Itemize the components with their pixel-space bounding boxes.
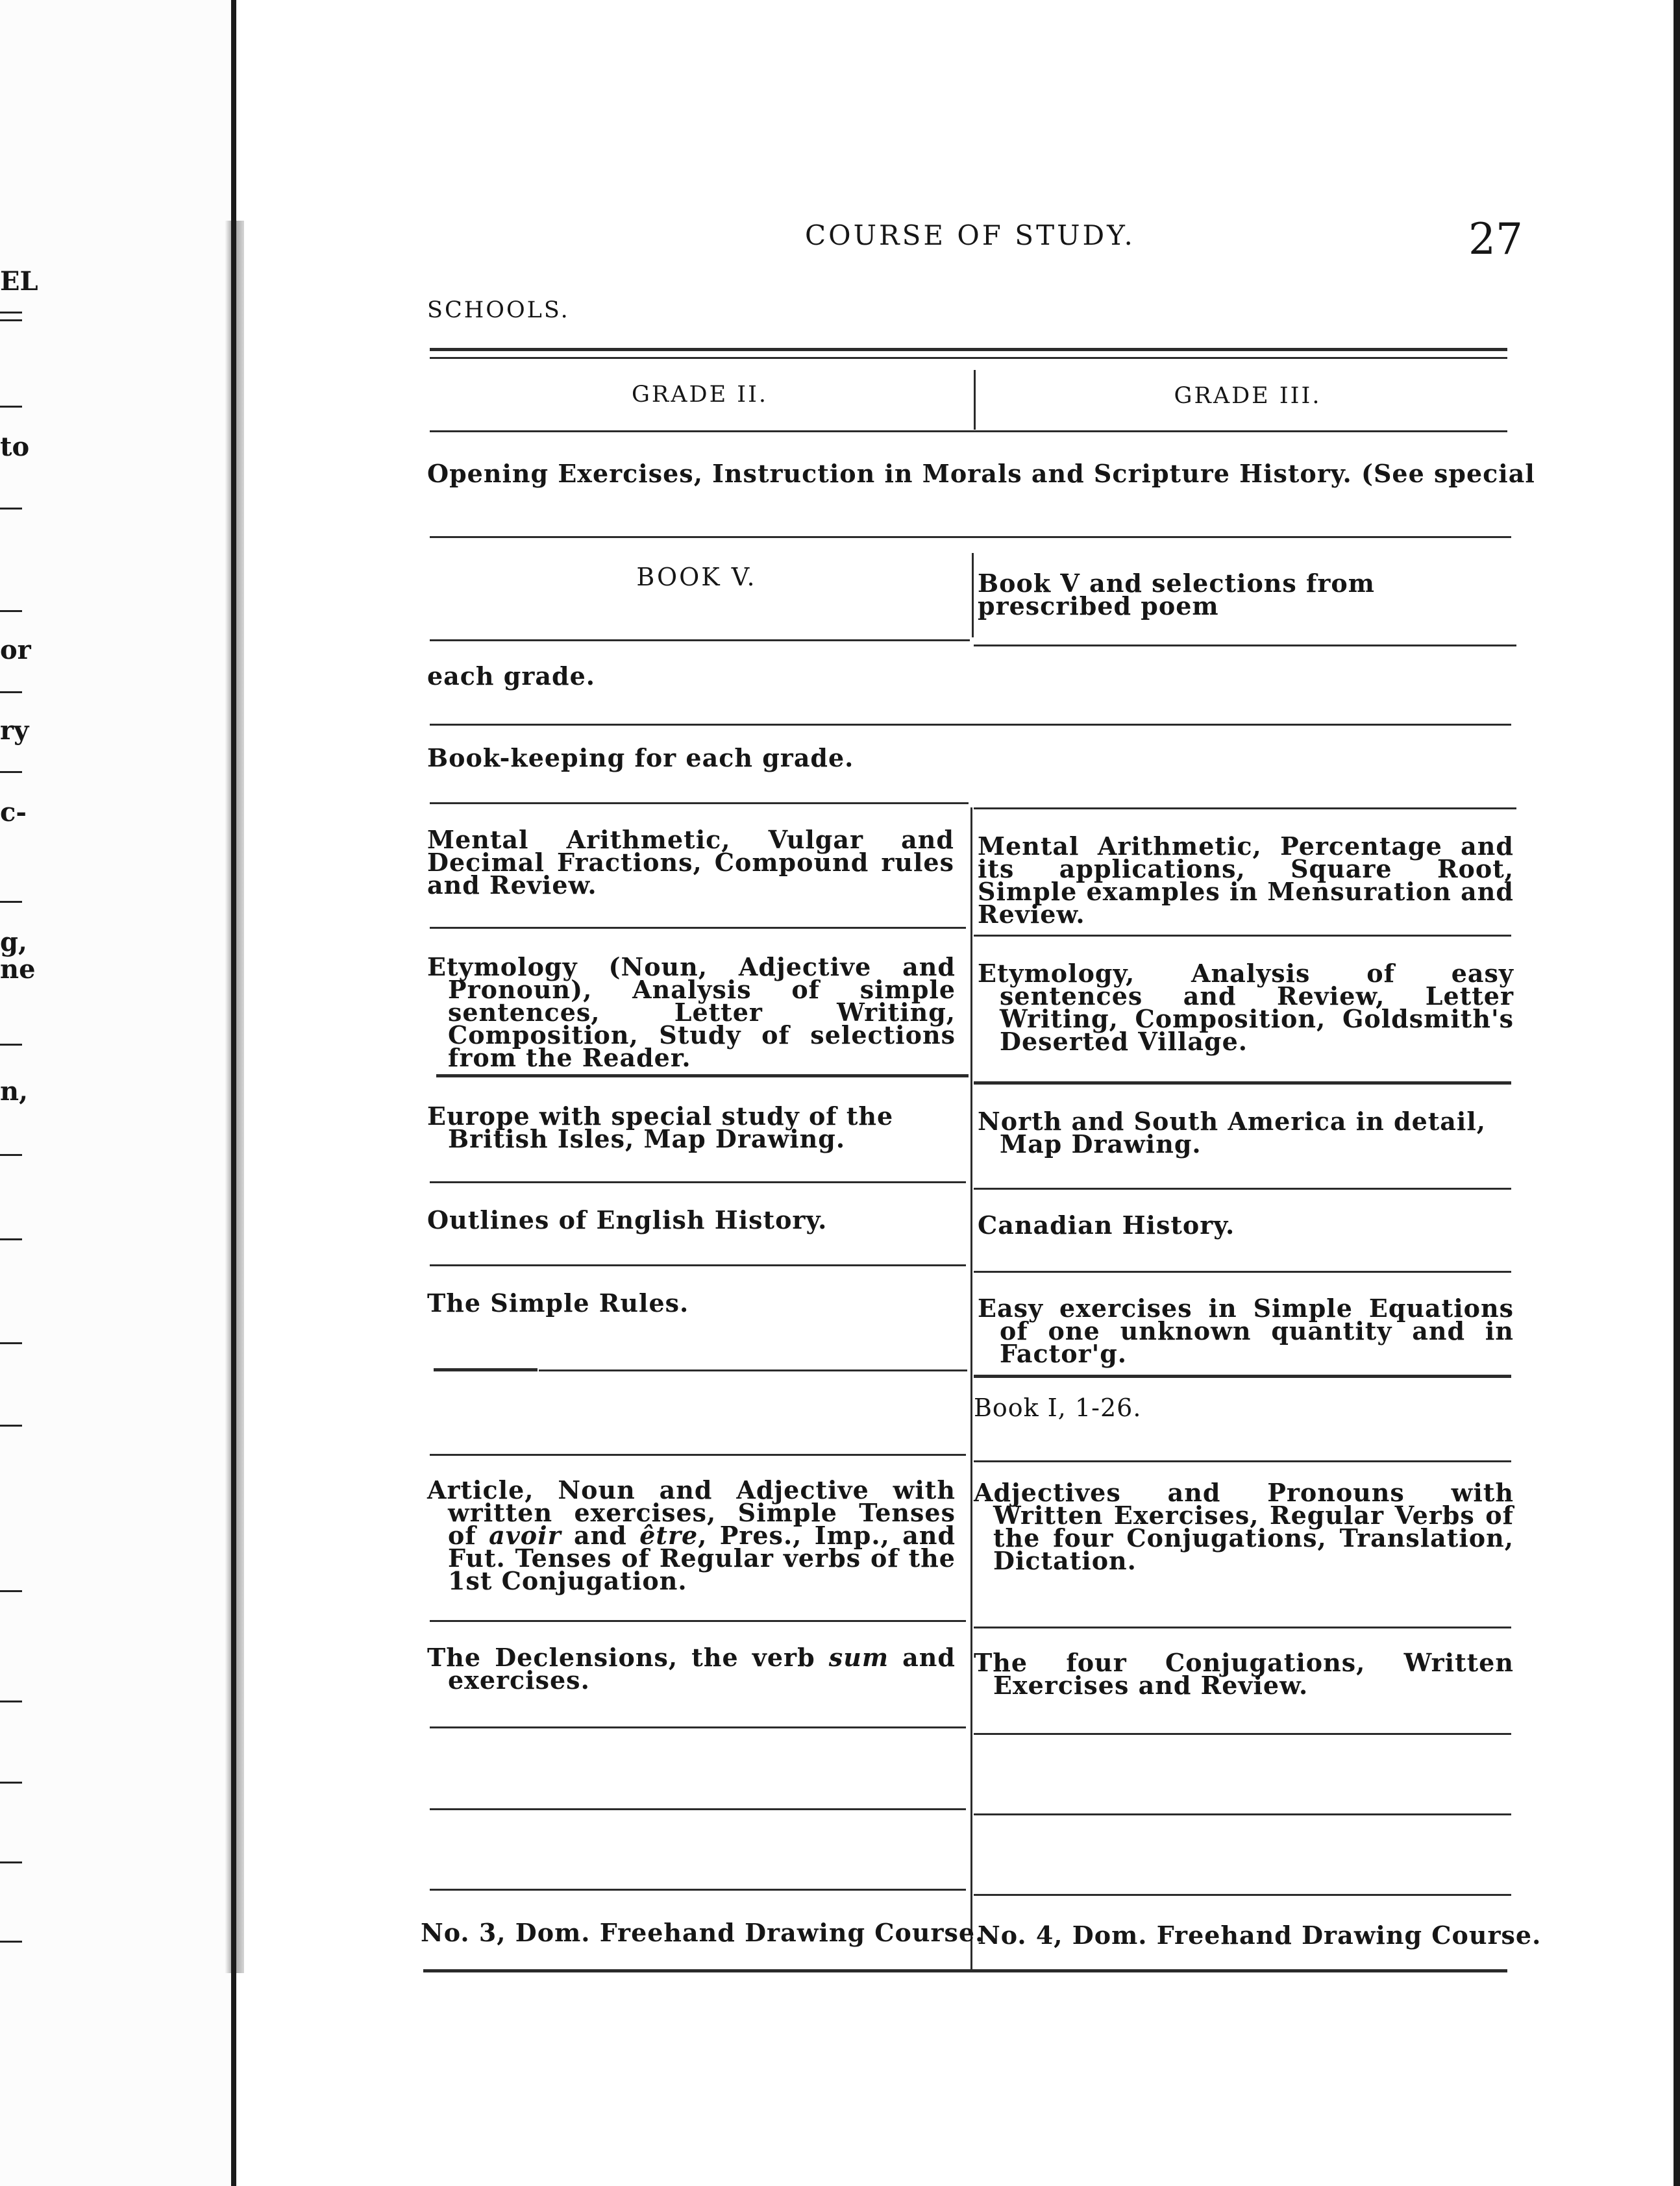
left-rule: [0, 312, 22, 313]
column-divider: [972, 553, 974, 637]
left-rule: [0, 1044, 22, 1046]
row-rule: [430, 536, 1511, 538]
grade-ii-french-avoir: avoir: [489, 1521, 562, 1550]
grade-iii-french: Adjectives and Pronouns with Written Exercises, Regular Verbs of the four Conjugations, Translation, Dictation.: [974, 1478, 1514, 1575]
row-rule: [436, 1074, 969, 1077]
left-rule: [0, 901, 22, 903]
grade-ii-latin-text: The Declensions, the verb: [427, 1643, 829, 1672]
page-title: COURSE OF STUDY.: [805, 219, 1135, 251]
left-page-edge: [0, 0, 235, 2186]
grade-ii-geography: Europe with special study of the British Isles, Map Drawing.: [427, 1101, 894, 1153]
left-fragment: ry: [0, 715, 29, 746]
row-rule: [430, 1726, 966, 1728]
row-rule: [539, 1369, 967, 1371]
grade-iii-reading: Book V and selections from prescribed poem: [978, 569, 1375, 620]
grade-ii-french-text: Article, Noun and Adjective with written exercises, Simple Tenses of: [427, 1475, 956, 1550]
left-rule: [0, 508, 22, 510]
grade-ii-french-text: and: [561, 1521, 640, 1550]
table-bottom-rule: [423, 1969, 1507, 1972]
table-top-rule: [430, 348, 1507, 351]
grade-iii-drawing: No. 4, Dom. Freehand Drawing Course.: [978, 1921, 1542, 1950]
left-rule: [0, 1590, 22, 1592]
row-rule: [430, 1454, 966, 1456]
grade-ii-algebra: The Simple Rules.: [427, 1288, 689, 1318]
grade-ii-heading: GRADE II.: [631, 382, 769, 408]
grade-iii-arithmetic: Mental Arithmetic, Percentage and its applications, Square Root, Simple examples in Mensuration and Review.: [978, 831, 1514, 929]
grade-ii-french: [427, 1475, 956, 1595]
grade-ii-french-etre: être: [639, 1521, 698, 1550]
grade-ii-history: Outlines of English History.: [427, 1205, 828, 1234]
row-rule: [430, 1808, 966, 1810]
left-rule: [0, 1238, 22, 1240]
schools-label: SCHOOLS.: [427, 297, 570, 323]
left-fragment: or: [0, 635, 31, 665]
page-number: 27: [1468, 214, 1523, 264]
left-rule: [0, 1941, 22, 1943]
grade-ii-latin-sum: sum: [828, 1643, 889, 1672]
left-rule: [0, 1782, 22, 1784]
left-rule: [0, 1154, 22, 1156]
left-rule: [0, 1701, 22, 1702]
opening-exercises: Opening Exercises, Instruction in Morals and Scripture History. (See special: [427, 459, 1535, 488]
column-divider: [970, 807, 972, 1969]
row-rule: [974, 645, 1516, 646]
grade-ii-arithmetic: Mental Arithmetic, Vulgar and Decimal Fractions, Compound rules and Review.: [427, 825, 954, 900]
left-fragment: EL: [0, 266, 38, 297]
row-rule: [974, 1894, 1511, 1896]
left-fragment: n,: [0, 1076, 29, 1107]
right-page-edge: [1674, 0, 1680, 2186]
row-rule: [974, 1460, 1511, 1462]
left-fragment: c-: [0, 797, 27, 828]
row-rule: [430, 639, 970, 641]
row-rule: [430, 802, 969, 804]
grade-ii-reading: BOOK V.: [636, 563, 757, 591]
binding-edge: [231, 0, 236, 2186]
grade-ii-grammar: Etymology (Noun, Adjective and Pronoun), Analysis of simple sentences, Letter Writing, Composition, Study of selections from the Reader.: [427, 952, 956, 1072]
column-divider: [974, 370, 976, 430]
left-rule: [0, 691, 22, 693]
row-rule: [974, 1271, 1511, 1273]
row-rule: [974, 1733, 1511, 1735]
grade-iii-latin: The four Conjugations, Written Exercises and Review.: [974, 1648, 1514, 1700]
grade-iii-geography: North and South America in detail, Map Drawing.: [978, 1107, 1487, 1159]
row-rule: [974, 935, 1511, 937]
grade-iii-grammar: Etymology, Analysis of easy sentences and Review, Letter Writing, Composition, Goldsmith's Deserted Village.: [978, 959, 1514, 1056]
each-grade-note: each grade.: [427, 661, 595, 691]
left-rule: [0, 1861, 22, 1863]
table-top-rule: [430, 357, 1507, 359]
left-fragment: g,: [0, 927, 27, 957]
grade-iii-history: Canadian History.: [978, 1210, 1235, 1240]
row-rule: [430, 430, 1507, 432]
row-rule: [430, 1181, 966, 1183]
row-rule: [430, 1264, 966, 1266]
grade-iii-euclid: Book I, 1-26.: [974, 1394, 1142, 1422]
row-rule: [974, 1627, 1511, 1628]
row-rule: [974, 1188, 1511, 1190]
grade-iii-heading: GRADE III.: [1174, 383, 1322, 409]
row-rule: [430, 1620, 966, 1622]
row-rule: [974, 1375, 1511, 1378]
bookkeeping: Book-keeping for each grade.: [427, 743, 854, 772]
row-rule: [974, 807, 1516, 809]
grade-ii-french-text: , Pres., Imp., and Fut. Tenses of Regular verbs of the 1st Conjugation.: [448, 1521, 956, 1595]
grade-ii-latin-text: and exercises.: [448, 1643, 956, 1695]
grade-ii-latin: [427, 1643, 956, 1695]
left-fragment: ne: [0, 954, 36, 985]
left-rule: [0, 1342, 22, 1344]
left-fragment: to: [0, 432, 30, 462]
row-rule: [430, 1889, 966, 1891]
row-rule: [974, 1081, 1511, 1085]
left-rule: [0, 771, 22, 773]
row-rule: [434, 1368, 537, 1371]
row-rule: [430, 927, 966, 929]
left-rule: [0, 1425, 22, 1427]
row-rule: [974, 1813, 1511, 1815]
left-rule: [0, 406, 22, 408]
left-rule: [0, 319, 22, 321]
left-rule: [0, 610, 22, 612]
grade-iii-algebra: Easy exercises in Simple Equations of one unknown quantity and in Factor'g.: [978, 1294, 1514, 1368]
grade-ii-drawing: No. 3, Dom. Freehand Drawing Course.: [421, 1918, 985, 1947]
row-rule: [430, 724, 1511, 726]
